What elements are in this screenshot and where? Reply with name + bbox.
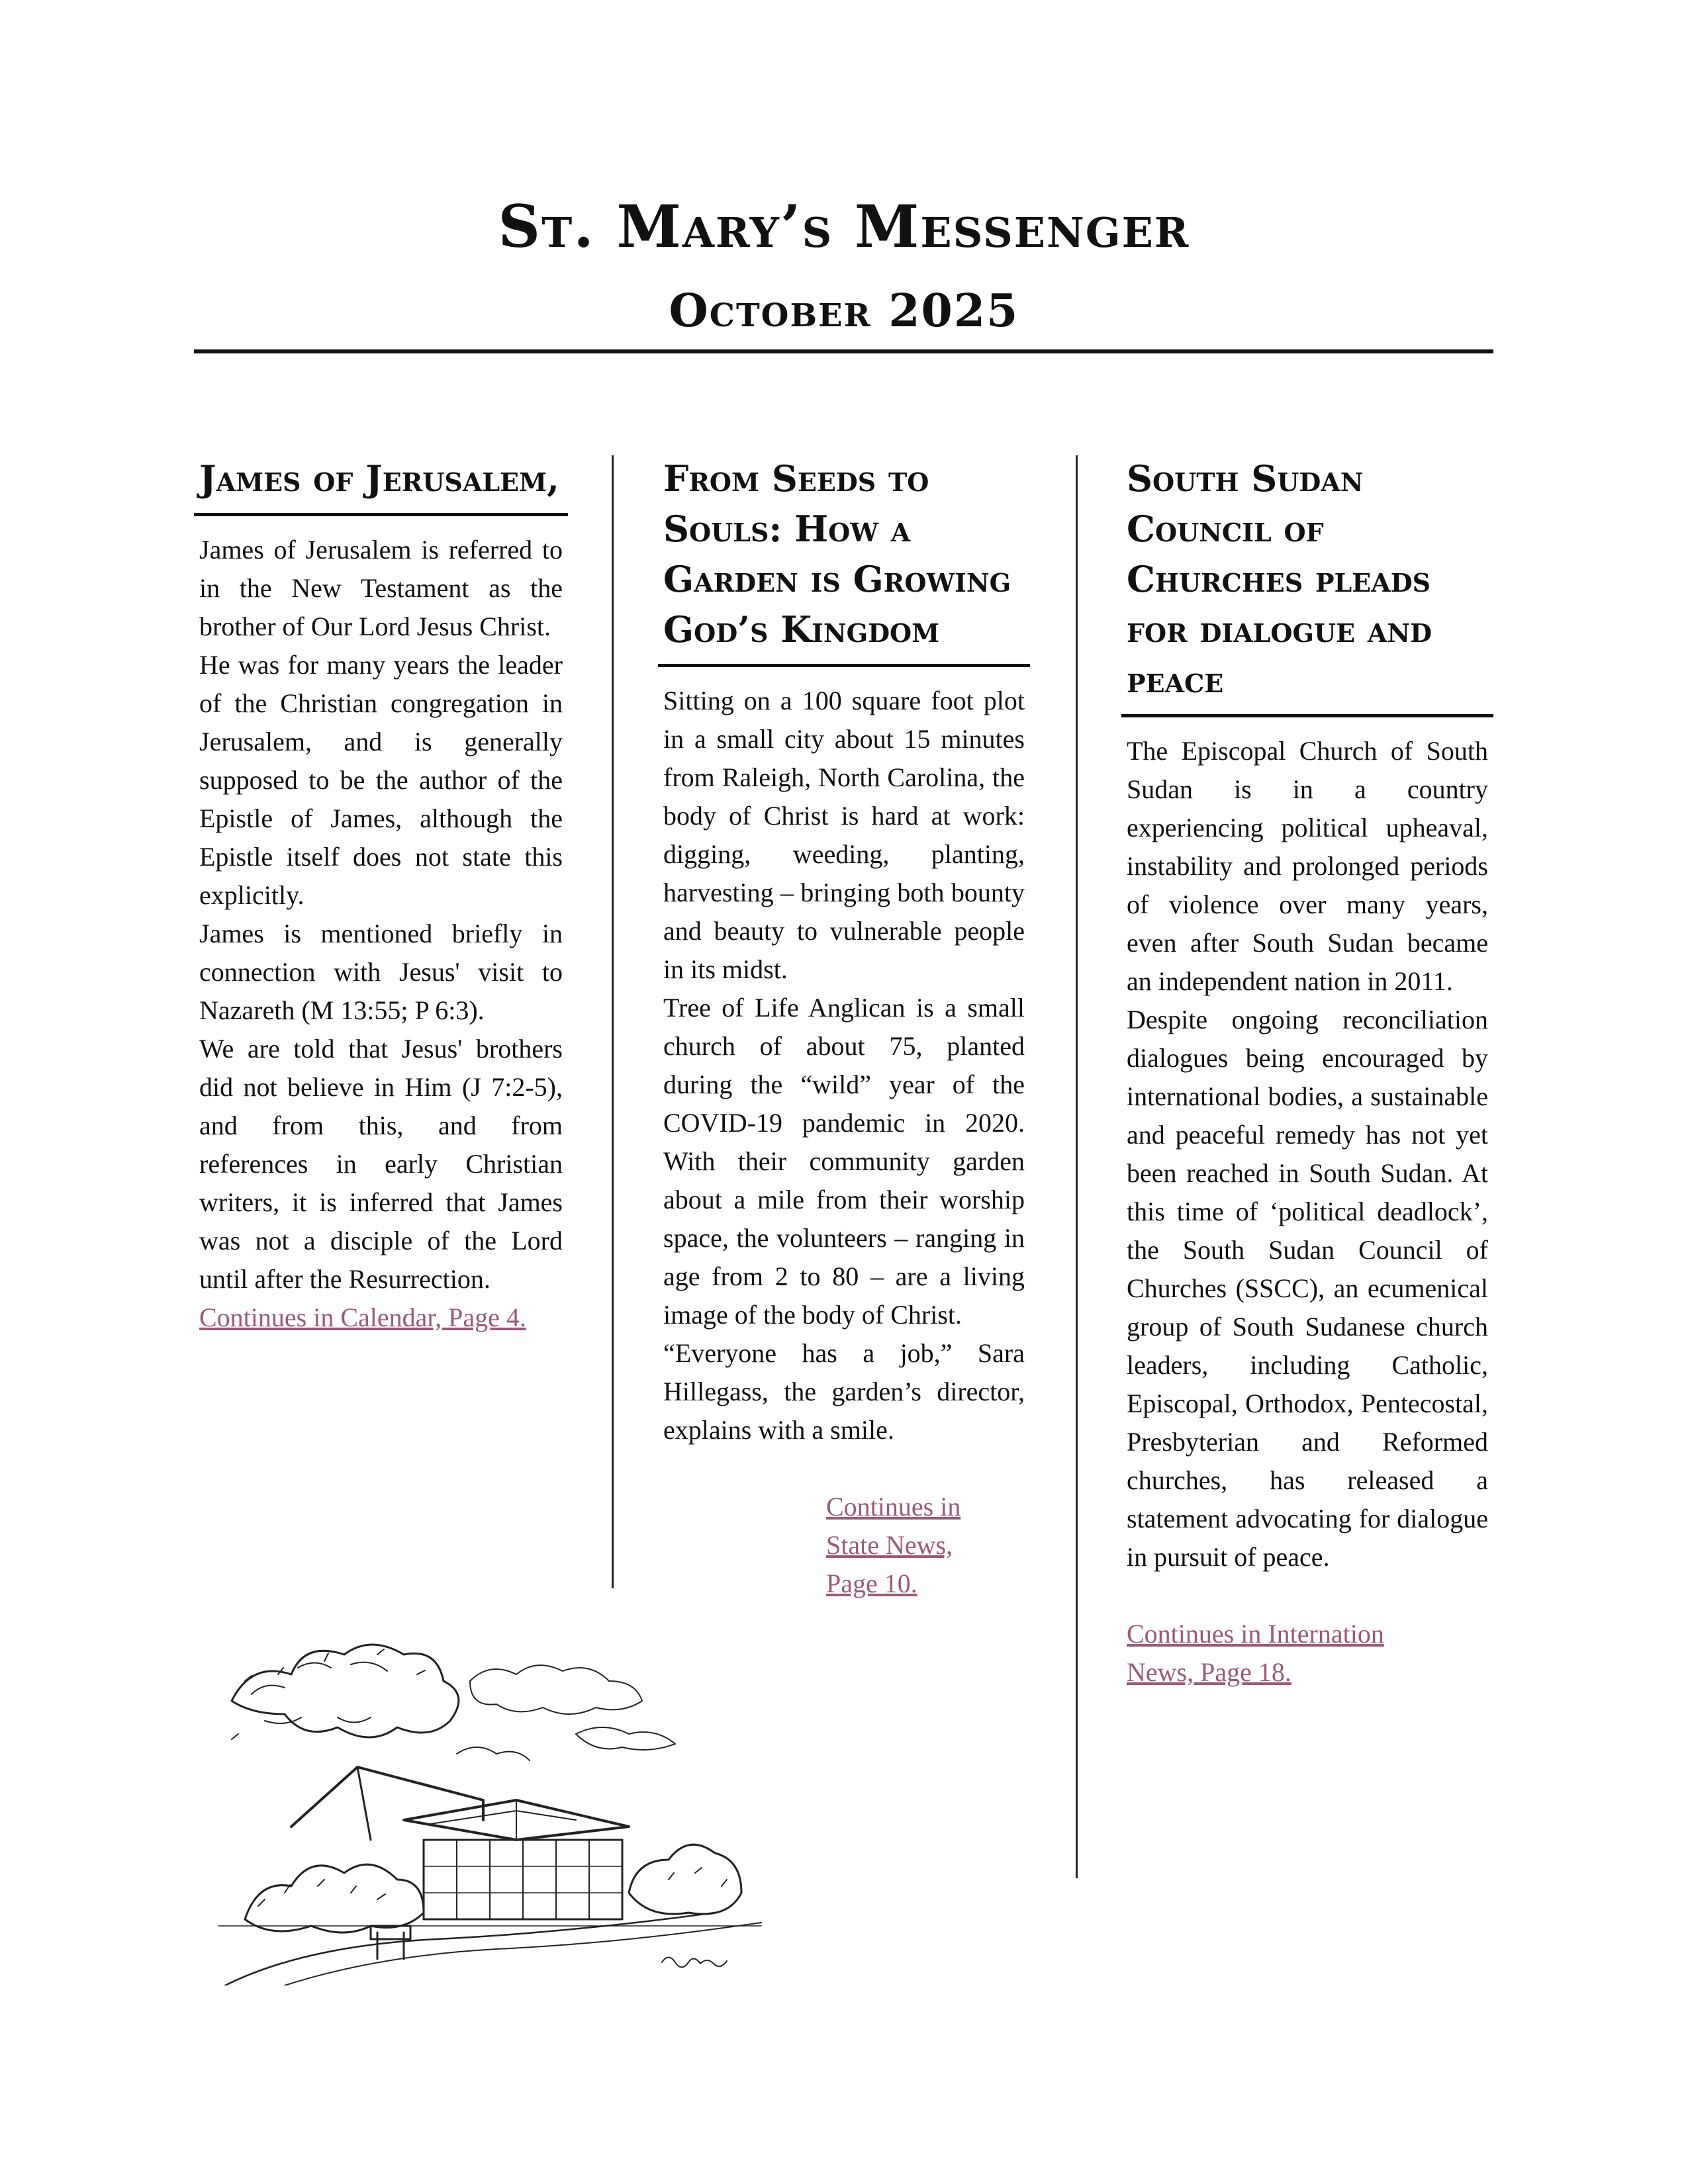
article-paragraph: He was for many years the leader of the Christian congregation in Jerusalem, and is generally supposed to be the author of the Epistle of James, although the Epistle itself does not state this explicitly. — [199, 650, 563, 910]
article-body — [194, 516, 568, 1337]
column-divider — [1076, 455, 1078, 1878]
article-body — [658, 667, 1030, 1603]
article-james — [194, 453, 568, 1337]
issue-date: October 2025 — [669, 285, 1019, 338]
article-headline: James of Jerusalem, — [194, 453, 568, 516]
continues-link[interactable]: Continues in Calendar, Page 4. — [199, 1302, 526, 1332]
article-paragraph: We are told that Jesus' brothers did not believe in Him (J 7:2-5), and from this, and from references in early Christian writers, it is inferred that James was not a disciple of the Lord until after the Resurrection. — [199, 1034, 563, 1294]
article-paragraph: “Everyone has a job,” Sara Hillegass, the garden’s director, explains with a smile. — [663, 1338, 1025, 1445]
article-garden — [658, 453, 1030, 1603]
article-headline: South Sudan Council of Churches pleads for dialogue and peace — [1121, 453, 1493, 717]
article-paragraph: The Episcopal Church of South Sudan is in a country experiencing political upheaval, instability and prolonged periods of violence over many years, even after South Sudan became an independent nation in 2011. — [1127, 736, 1488, 996]
continues-link[interactable]: Continues in State News, Page 10. — [826, 1492, 961, 1598]
article-headline: From Seeds to Souls: How a Garden is Growing God’s Kingdom — [658, 453, 1030, 667]
article-paragraph: Despite ongoing reconciliation dialogues being encouraged by international bodies, a sustainable and peaceful remedy has not yet been reached in South Sudan. At this time of ‘political deadlock’, the South Sudan Council of Churches (SSCC), an ecumenical group of South Sudanese church leaders, including Catholic, Episcopal, Orthodox, Pentecostal, Presbyterian and Reformed churches, has released a statement advocating for dialogue in pursuit of peace. — [1127, 1005, 1488, 1572]
continues-link[interactable]: Continues in Internation News, Page 18. — [1127, 1619, 1384, 1687]
article-paragraph: James is mentioned briefly in connection with Jesus' visit to Nazareth (M 13:55; P 6:3). — [199, 919, 563, 1025]
church-sketch-icon — [205, 1602, 788, 1985]
column-divider — [612, 455, 614, 1588]
article-south-sudan — [1121, 453, 1493, 1692]
masthead-rule — [194, 349, 1493, 353]
article-paragraph: James of Jerusalem is referred to in the New Testament as the brother of Our Lord Jesus Christ. — [199, 535, 563, 641]
newsletter-title: St. Mary’s Messenger — [498, 192, 1190, 261]
article-paragraph: Tree of Life Anglican is a small church of about 75, planted during the “wild” year of the COVID-19 pandemic in 2020. With their community garden about a mile from their worship space, the volunteers – ranging in age from 2 to 80 – are a living image of the body of Christ. — [663, 993, 1025, 1330]
article-paragraph: Sitting on a 100 square foot plot in a small city about 15 minutes from Raleigh, North Carolina, the body of Christ is hard at work: digging, weeding, planting, harvesting – bringing both bounty and beauty to vulnerable people in its midst. — [663, 686, 1025, 984]
article-body — [1121, 717, 1493, 1692]
